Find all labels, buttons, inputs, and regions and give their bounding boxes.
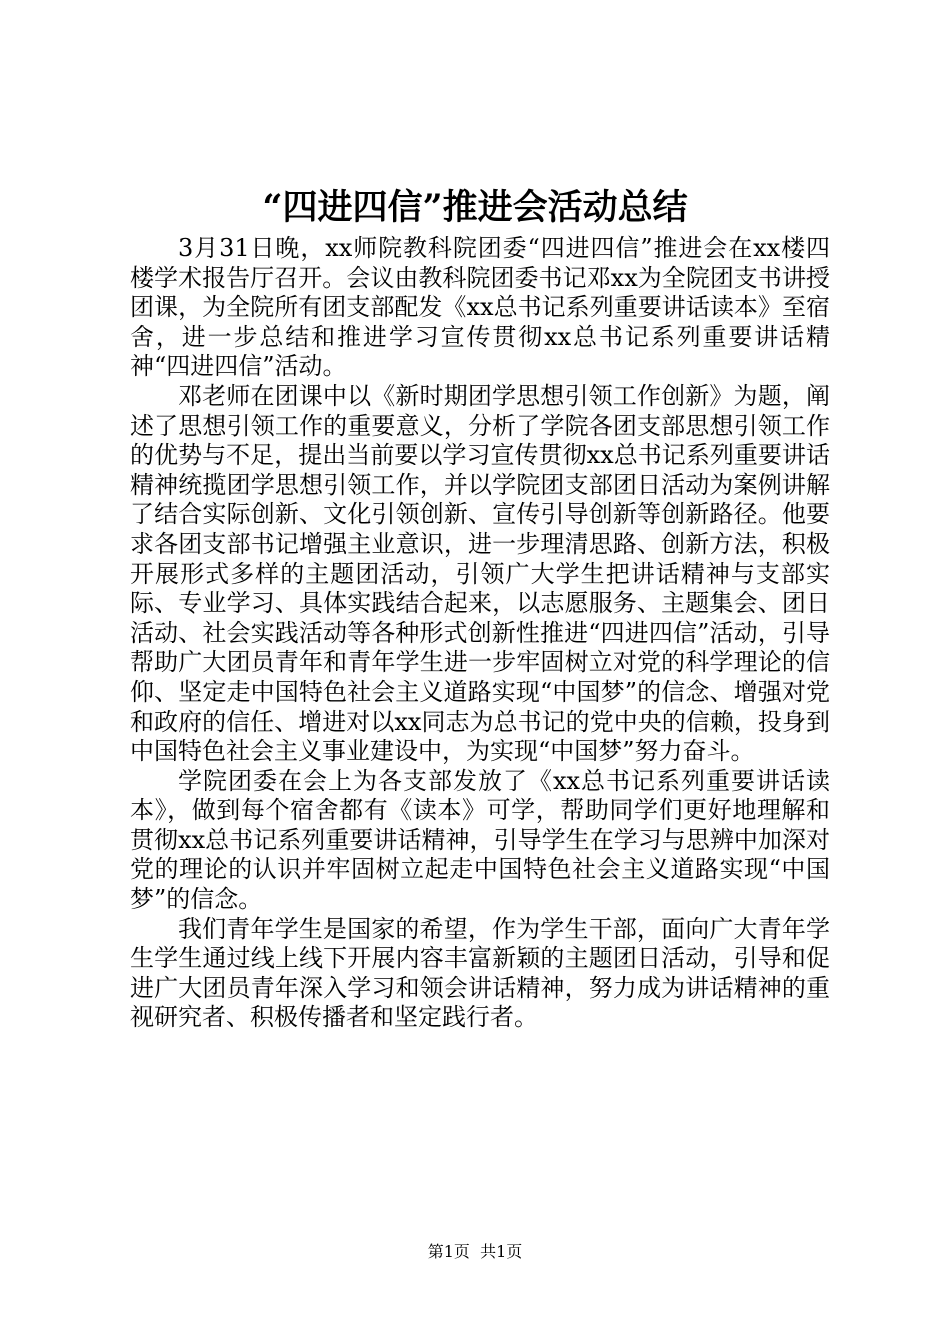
- document-title: “四进四信”推进会活动总结: [262, 187, 688, 228]
- paragraph-3: 学院团委在会上为各支部发放了《xx总书记系列重要讲话读本》，做到每个宿舍都有《读本》可学，帮助同学们更好地理解和贯彻xx总书记系列重要讲话精神，引导学生在学习与思辨中加深对党的理论的认识并牢固树立起走中国特色社会主义道路实现“中国梦”的信念。: [130, 766, 830, 914]
- page-number-label: 第1页 共1页: [427, 1242, 523, 1261]
- document-body: [130, 234, 830, 1033]
- paragraph-4: 我们青年学生是国家的希望，作为学生干部，面向广大青年学生学生通过线上线下开展内容丰富新颖的主题团日活动，引导和促进广大团员青年深入学习和领会讲话精神，努力成为讲话精神的重视研究者、积极传播者和坚定践行者。: [130, 914, 830, 1032]
- paragraph-2: 邓老师在团课中以《新时期团学思想引领工作创新》为题，阐述了思想引领工作的重要意义，分析了学院各团支部思想引领工作的优势与不足，提出当前要以学习宣传贯彻xx总书记系列重要讲话精神统揽团学思想引领工作，并以学院团支部团日活动为案例讲解了结合实际创新、文化引领创新、宣传引导创新等创新路径。他要求各团支部书记增强主业意识，进一步理清思路、创新方法，积极开展形式多样的主题团活动，引领广大学生把讲话精神与支部实际、专业学习、具体实践结合起来，以志愿服务、主题集会、团日活动、社会实践活动等各种形式创新性推进“四进四信”活动，引导帮助广大团员青年和青年学生进一步牢固树立对党的科学理论的信仰、坚定走中国特色社会主义道路实现“中国梦”的信念、增强对党和政府的信任、增进对以xx同志为总书记的党中央的信赖，投身到中国特色社会主义事业建设中，为实现“中国梦”努力奋斗。: [130, 381, 830, 766]
- page-footer: [0, 1240, 950, 1264]
- paragraph-1: 3月31日晚，xx师院教科院团委“四进四信”推进会在xx楼四楼学术报告厅召开。会议由教科院团委书记邓xx为全院团支书讲授团课，为全院所有团支部配发《xx总书记系列重要讲话读本》至宿舍，进一步总结和推进学习宣传贯彻xx总书记系列重要讲话精神“四进四信”活动。: [130, 234, 830, 381]
